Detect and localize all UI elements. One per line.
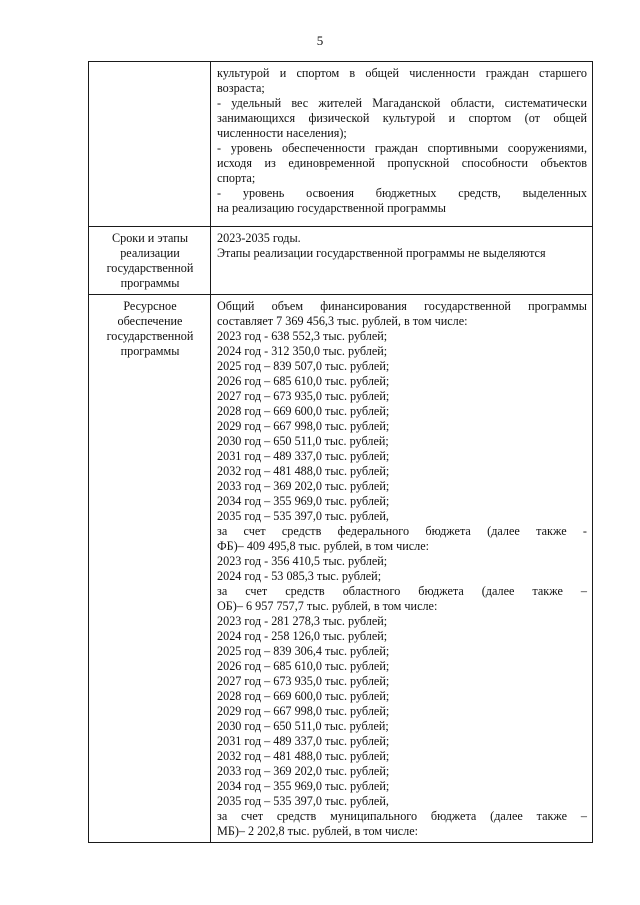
text-line: МБ)– 2 202,8 тыс. рублей, в том числе: (217, 824, 419, 838)
row-label-cell (89, 62, 211, 227)
text-line: 2026 год – 685 610,0 тыс. рублей; (217, 374, 390, 388)
text-line: 2033 год – 369 202,0 тыс. рублей; (217, 764, 390, 778)
text-line: за счет средств федерального бюджета (далее также - (217, 524, 587, 538)
text-line: 2033 год – 369 202,0 тыс. рублей; (217, 479, 390, 493)
text-line: 2026 год – 685 610,0 тыс. рублей; (217, 659, 390, 673)
row-content-cell (211, 62, 593, 227)
text-line: 2031 год – 489 337,0 тыс. рублей; (217, 734, 390, 748)
row-label-cell: Сроки и этапы реализации государственной программы (89, 227, 211, 295)
text-line: ФБ)– 409 495,8 тыс. рублей, в том числе: (217, 539, 430, 553)
text-line: Этапы реализации государственной программы не выделяются (217, 246, 546, 260)
row-content-cell (211, 227, 593, 295)
text-line: 2034 год – 355 969,0 тыс. рублей; (217, 779, 390, 793)
row-content-cell (211, 295, 593, 843)
program-passport-table (88, 61, 593, 843)
text-line: 2035 год – 535 397,0 тыс. рублей, (217, 509, 389, 523)
text-line: 2023 год - 281 278,3 тыс. рублей; (217, 614, 388, 628)
text-line: спорта; (217, 171, 256, 185)
text-line: 2028 год – 669 600,0 тыс. рублей; (217, 689, 390, 703)
text-line: 2023 год - 638 552,3 тыс. рублей; (217, 329, 388, 343)
text-line: 2024 год - 258 126,0 тыс. рублей; (217, 629, 388, 643)
text-line: 2034 год – 355 969,0 тыс. рублей; (217, 494, 390, 508)
text-line: 2032 год – 481 488,0 тыс. рублей; (217, 464, 390, 478)
text-line: 2029 год – 667 998,0 тыс. рублей; (217, 704, 390, 718)
text-line: Общий объем финансирования государственной программы (217, 299, 587, 313)
text-line: 2027 год – 673 935,0 тыс. рублей; (217, 389, 390, 403)
row-label-cell: Ресурсное обеспечение государственной программы (89, 295, 211, 843)
text-line: 2030 год – 650 511,0 тыс. рублей; (217, 719, 389, 733)
text-line: 2025 год – 839 306,4 тыс. рублей; (217, 644, 390, 658)
text-line: - удельный вес жителей Магаданской области, систематически (217, 96, 587, 110)
text-line: за счет средств областного бюджета (далее также – (217, 584, 587, 598)
text-line: составляет 7 369 456,3 тыс. рублей, в том числе: (217, 314, 468, 328)
text-line: исходя из единовременной пропускной способности объектов (217, 156, 587, 170)
text-line: ОБ)– 6 957 757,7 тыс. рублей, в том числе: (217, 599, 438, 613)
text-line: 2029 год – 667 998,0 тыс. рублей; (217, 419, 390, 433)
text-line: 2023 год - 356 410,5 тыс. рублей; (217, 554, 388, 568)
text-line: занимающихся физической культурой и спортом (от общей (217, 111, 587, 125)
page-number: 5 (316, 33, 324, 48)
text-line: на реализацию государственной программы (217, 201, 446, 215)
text-line: 2023-2035 годы. (217, 231, 301, 245)
text-line: 2025 год – 839 507,0 тыс. рублей; (217, 359, 390, 373)
text-line: 2027 год – 673 935,0 тыс. рублей; (217, 674, 390, 688)
text-line: 2031 год – 489 337,0 тыс. рублей; (217, 449, 390, 463)
table-row (89, 295, 593, 843)
text-line: 2032 год – 481 488,0 тыс. рублей; (217, 749, 390, 763)
text-line: культурой и спортом в общей численности граждан старшего (217, 66, 587, 80)
text-line: численности населения); (217, 126, 347, 140)
text-line: 2030 год – 650 511,0 тыс. рублей; (217, 434, 389, 448)
text-line: 2024 год - 312 350,0 тыс. рублей; (217, 344, 388, 358)
text-line: возраста; (217, 81, 265, 95)
text-line: 2024 год - 53 085,3 тыс. рублей; (217, 569, 382, 583)
text-line: - уровень освоения бюджетных средств, выделенных (217, 186, 587, 200)
text-line: 2035 год – 535 397,0 тыс. рублей, (217, 794, 389, 808)
table-row (89, 227, 593, 295)
text-line: 2028 год – 669 600,0 тыс. рублей; (217, 404, 390, 418)
text-line: - уровень обеспеченности граждан спортивными сооружениями, (217, 141, 587, 155)
text-line: за счет средств муниципального бюджета (далее также – (217, 809, 587, 823)
table-row (89, 62, 593, 227)
